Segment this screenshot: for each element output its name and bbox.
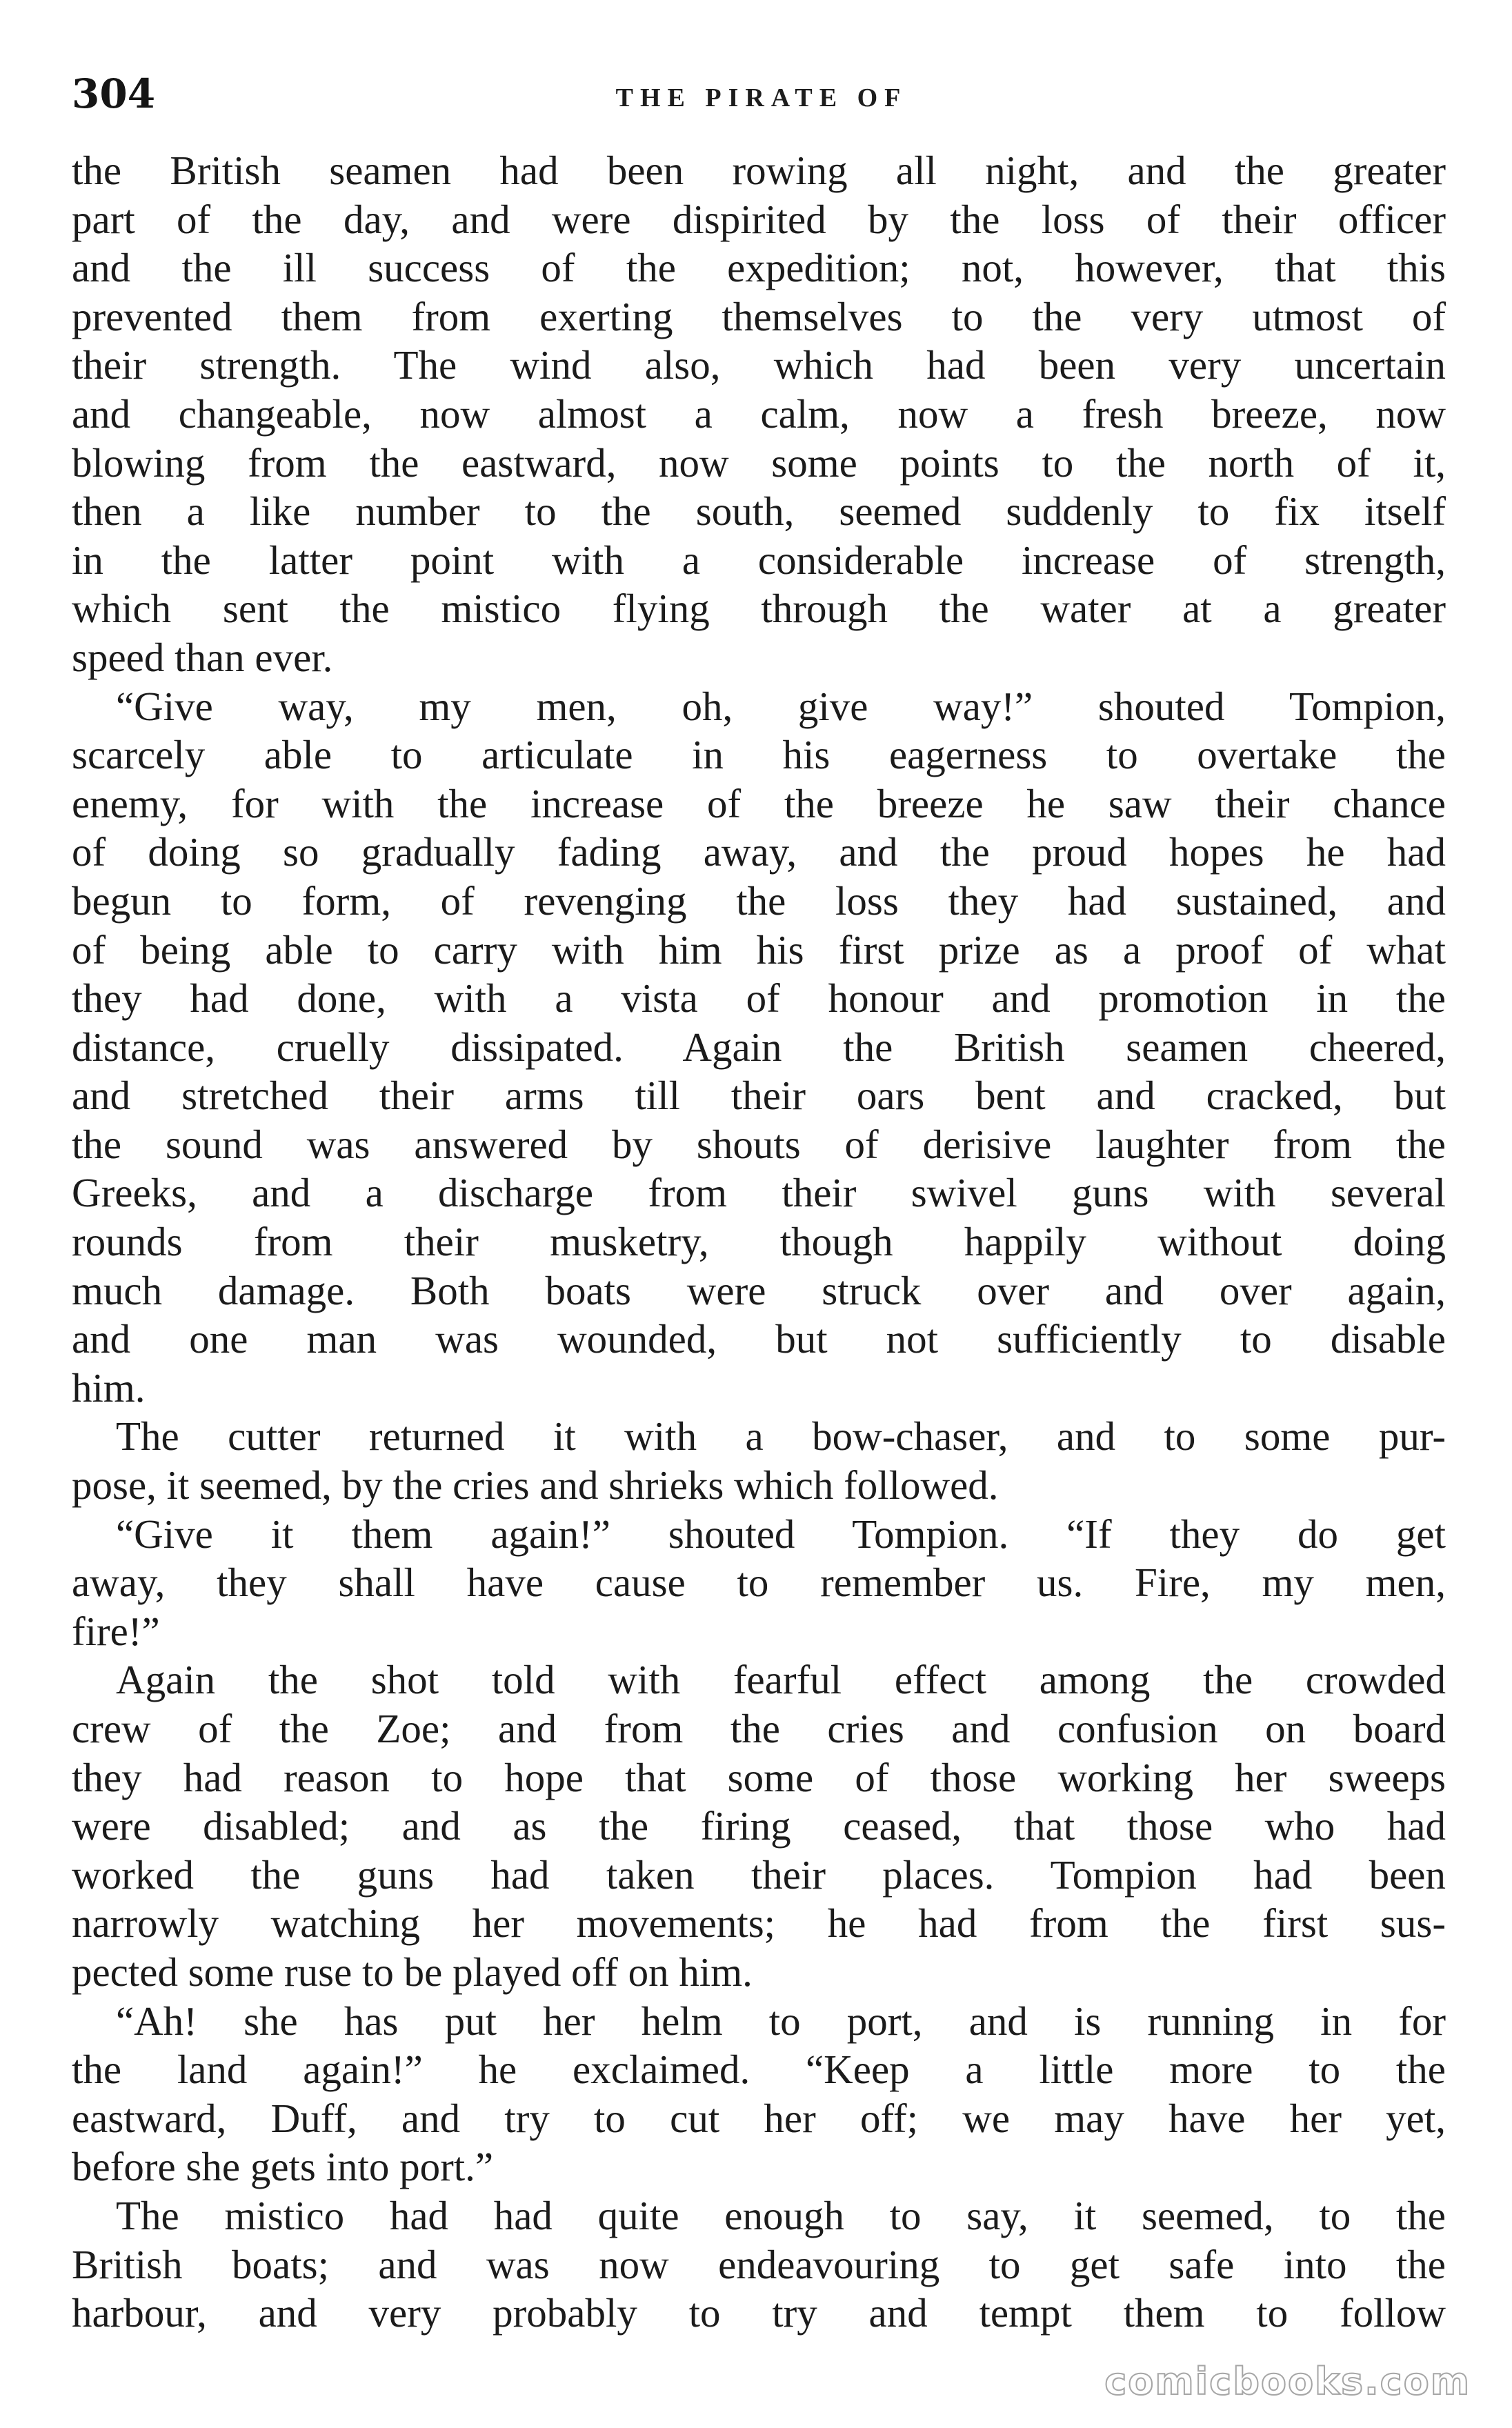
page-number: 304	[72, 70, 156, 117]
text-line: much damage. Both boats were struck over and over again,	[72, 1267, 1446, 1313]
running-title: THE PIRATE OF	[615, 83, 908, 112]
text-line: distance, cruelly dissipated. Again the British seamen cheered,	[72, 1024, 1446, 1070]
watermark: comicbooks.com	[1104, 2360, 1471, 2403]
text-line: part of the day, and were dispirited by the loss of their officer	[72, 196, 1446, 242]
text-line: of doing so gradually fading away, and the proud hopes he had	[72, 829, 1446, 875]
text-line: and changeable, now almost a calm, now a fresh breeze, now	[72, 390, 1446, 437]
text-line: crew of the Zoe; and from the cries and confusion on board	[72, 1706, 1446, 1751]
text-line: the land again!” he exclaimed. “Keep a little more to the	[72, 2047, 1446, 2093]
text-line: fire!”	[72, 1608, 160, 1654]
text-line: The mistico had had quite enough to say, it seemed, to the	[116, 2192, 1446, 2238]
text-line: rounds from their musketry, though happily without doing	[72, 1219, 1446, 1265]
text-line: begun to form, of revenging the loss they had sustained, and	[72, 877, 1446, 924]
text-line: pose, it seemed, by the cries and shrieks which followed.	[72, 1462, 999, 1509]
text-line: away, they shall have cause to remember us. Fire, my men,	[72, 1560, 1446, 1606]
text-line: of being able to carry with him his first prize as a proof of what	[72, 926, 1446, 973]
text-line: and stretched their arms till their oars bent and cracked, but	[72, 1073, 1446, 1119]
text-line: eastward, Duff, and try to cut her off; we may have her yet,	[72, 2095, 1446, 2141]
text-line: they had reason to hope that some of those working her sweeps	[72, 1754, 1446, 1800]
text-line: before she gets into port.”	[72, 2144, 494, 2190]
text-line: narrowly watching her movements; he had from the first sus-	[72, 1900, 1446, 1947]
text-line: him.	[72, 1364, 146, 1411]
text-line: “Give it them again!” shouted Tompion. “If they do get	[116, 1511, 1446, 1557]
text-line: the British seamen had been rowing all night, and the greater	[72, 148, 1446, 193]
text-line: Again the shot told with fearful effect among the crowded	[116, 1657, 1446, 1703]
text-line: they had done, with a vista of honour and promotion in the	[72, 975, 1446, 1022]
text-line: pected some ruse to be played off on him.	[72, 1949, 753, 1995]
text-line: and one man was wounded, but not sufficiently to disable	[72, 1316, 1446, 1362]
text-line: worked the guns had taken their places. Tompion had been	[72, 1851, 1446, 1898]
text-line: British boats; and was now endeavouring to get safe into the	[72, 2241, 1446, 2287]
text-line: their strength. The wind also, which had been very uncertain	[72, 342, 1446, 388]
text-line: speed than ever.	[72, 634, 333, 680]
text-line: then a like number to the south, seemed suddenly to fix itself	[72, 488, 1446, 535]
text-line: scarcely able to articulate in his eagerness to overtake the	[72, 732, 1446, 778]
text-line: enemy, for with the increase of the breeze he saw their chance	[72, 780, 1446, 826]
page-header	[72, 66, 1451, 121]
body-text	[72, 146, 1446, 2338]
text-line: and the ill success of the expedition; not, however, that this	[72, 245, 1446, 291]
text-line: which sent the mistico flying through the water at a greater	[72, 586, 1446, 632]
text-line: prevented them from exerting themselves to the very utmost of	[72, 293, 1446, 339]
text-line: in the latter point with a considerable increase of strength,	[72, 537, 1446, 583]
text-line: the sound was answered by shouts of derisive laughter from the	[72, 1121, 1446, 1167]
text-line: harbour, and very probably to try and tempt them to follow	[72, 2290, 1446, 2336]
text-line: The cutter returned it with a bow-chaser, and to some pur-	[116, 1413, 1446, 1460]
text-line: “Give way, my men, oh, give way!” shouted Tompion,	[116, 683, 1446, 729]
text-line: blowing from the eastward, now some points to the north of it,	[72, 439, 1446, 486]
text-line: Greeks, and a discharge from their swivel guns with several	[72, 1170, 1446, 1216]
text-line: “Ah! she has put her helm to port, and is running in for	[116, 1998, 1446, 2044]
text-line: were disabled; and as the firing ceased, that those who had	[72, 1803, 1446, 1849]
